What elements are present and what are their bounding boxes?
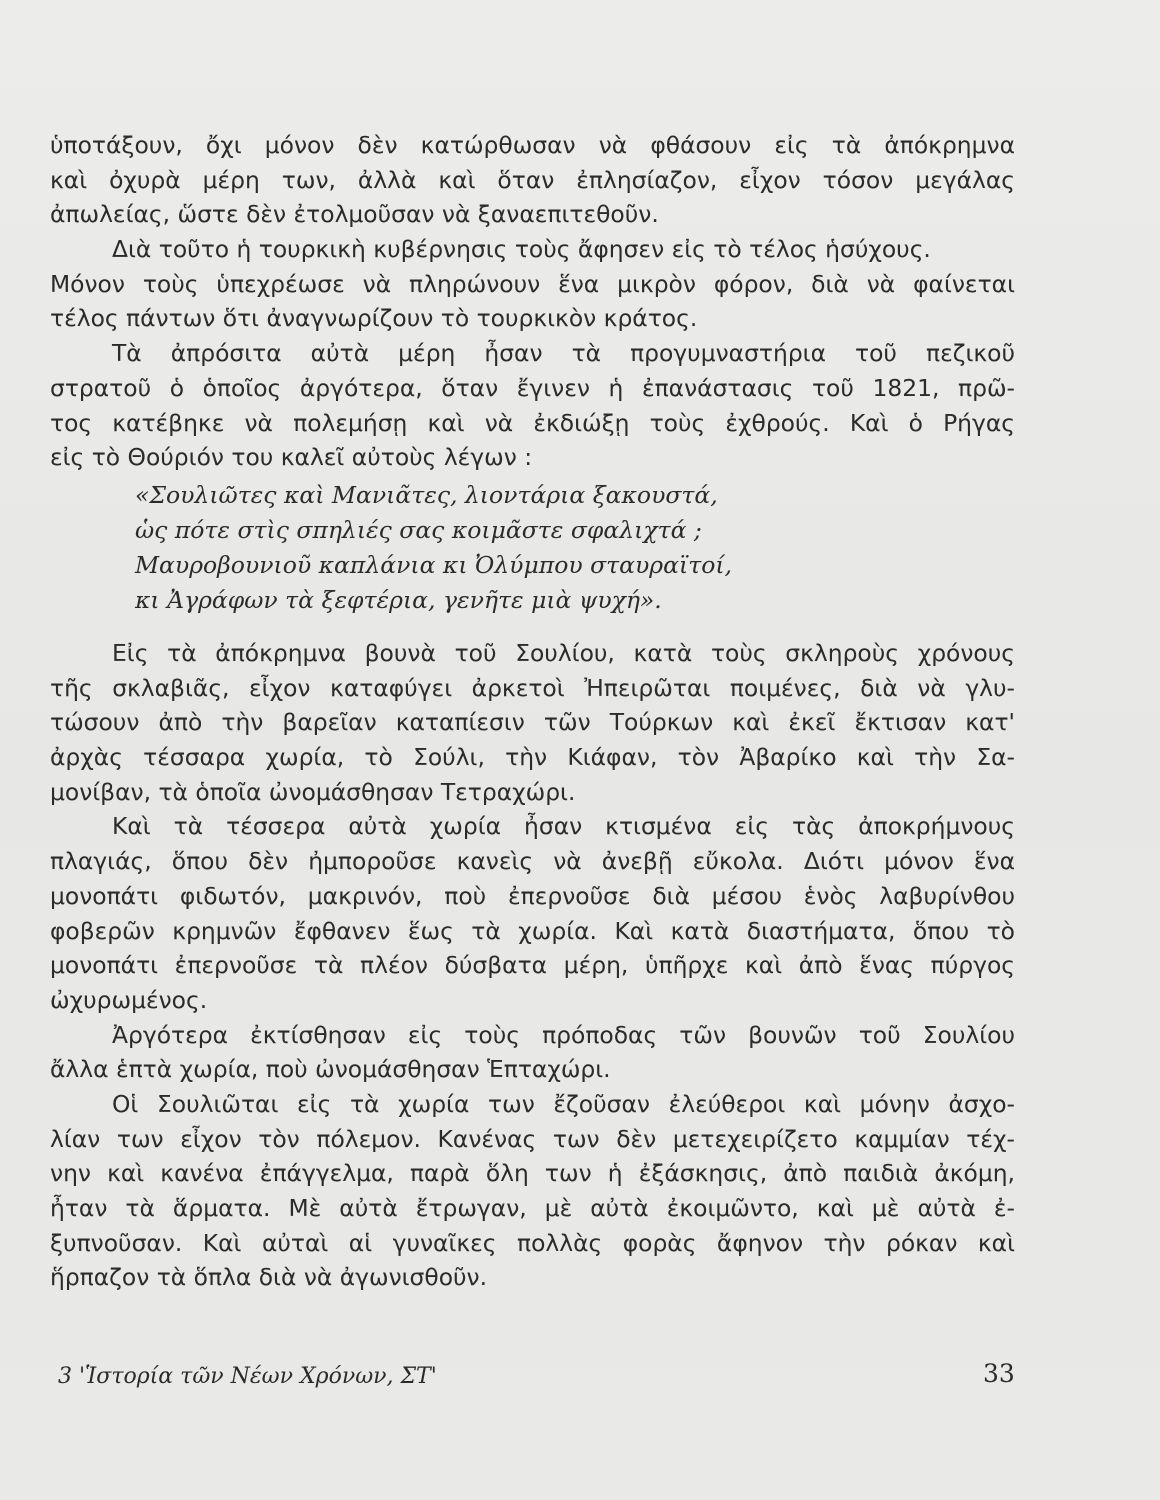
text-line: εἰς τὸ Θούριόν του καλεῖ αὐτοὺς λέγων : xyxy=(50,443,533,472)
text-line: μονίβαν, τὰ ὁποῖα ὠνομάσθησαν Τετραχώρι. xyxy=(50,777,576,806)
text-line: ἀρχὰς τέσσαρα χωρία, τὸ Σούλι, τὴν Κιάφαν, τὸν Ἀβαρίκο καὶ τὴν Σα- xyxy=(50,743,1015,772)
poem-line: ὡς πότε στὶς σπηλιές σας κοιμᾶστε σφαλιχτά ; xyxy=(135,516,702,544)
text-line: Καὶ τὰ τέσσερα αὐτὰ χωρία ἦσαν κτισμένα εἰς τὰς ἀποκρήμνους xyxy=(112,812,1015,841)
text-line: Μόνον τοὺς ὑπεχρέωσε νὰ πληρώνουν ἕνα μικρὸν φόρον, διὰ νὰ φαίνεται xyxy=(50,269,1015,298)
text-line: τώσουν ἀπὸ τὴν βαρεῖαν καταπίεσιν τῶν Τούρκων καὶ ἐκεῖ ἔκτισαν κατ' xyxy=(50,708,1015,737)
text-line: λίαν των εἶχον τὸν πόλεμον. Κανένας των δὲν μετεχειρίζετο καμμίαν τέχ- xyxy=(50,1124,1015,1153)
text-line: ἥρπαζον τὰ ὅπλα διὰ νὰ ἀγωνισθοῦν. xyxy=(50,1263,488,1292)
text-block-bottom xyxy=(50,636,1015,1295)
text-line: μονοπάτι ἐπερνοῦσε τὰ πλέον δύσβατα μέρη, ὑπῆρχε καὶ ἀπὸ ἕνας πύργος xyxy=(50,951,1015,980)
text-block-top xyxy=(50,128,1015,475)
text-line: Οἱ Σουλιῶται εἰς τὰ χωρία των ἔζοῦσαν ἐλεύθεροι καὶ μόνην ἀσχο- xyxy=(112,1089,1015,1118)
text-line: τέλος πάντων ὅτι ἀναγνωρίζουν τὸ τουρκικὸν κράτος. xyxy=(50,304,698,333)
text-line: Διὰ τοῦτο ἡ τουρκικὴ κυβέρνησις τοὺς ἄφησεν εἰς τὸ τέλος ἡσύχους. xyxy=(112,235,931,264)
text-line: μονοπάτι φιδωτόν, μακρινόν, ποὺ ἐπερνοῦσε διὰ μέσου ἑνὸς λαβυρίνθου xyxy=(50,881,1015,910)
text-line: Εἰς τὰ ἀπόκρημνα βουνὰ τοῦ Σουλίου, κατὰ τοὺς σκληροὺς χρόνους xyxy=(112,639,1015,667)
poem-line: κι Ἀγράφων τὰ ξεφτέρια, γενῆτε μιὰ ψυχή». xyxy=(135,586,662,614)
text-line: Ἀργότερα ἐκτίσθησαν εἰς τοὺς πρόποδας τῶν βουνῶν τοῦ Σουλίου xyxy=(112,1020,1015,1049)
text-line: ἀπωλείας, ὥστε δὲν ἐτολμοῦσαν νὰ ξαναεπιτεθοῦν. xyxy=(50,200,659,229)
text-line: ὑποτάξουν, ὄχι μόνον δὲν κατώρθωσαν νὰ φθάσουν εἰς τὰ ἀπόκρημνα xyxy=(50,131,1015,159)
page-number: 33 xyxy=(983,1359,1015,1388)
text-line: πλαγιάς, ὅπου δὲν ἠμποροῦσε κανεὶς νὰ ἀνεβῇ εὔκολα. Διότι μόνον ἕνα xyxy=(50,847,1015,876)
poem-line: Μαυροβουνιοῦ καπλάνια κι Ὀλύμπου σταυραϊτοί, xyxy=(135,551,733,579)
text-line: στρατοῦ ὁ ὁποῖος ἀργότερα, ὅταν ἔγινεν ἡ ἐπανάστασις τοῦ 1821, πρῶ- xyxy=(50,373,1015,402)
poem-quote xyxy=(135,478,835,618)
text-line: τῆς σκλαβιᾶς, εἶχον καταφύγει ἀρκετοὶ Ἠπειρῶται ποιμένες, διὰ νὰ γλυ- xyxy=(50,673,1015,702)
text-line: Τὰ ἀπρόσιτα αὐτὰ μέρη ἦσαν τὰ προγυμναστήρια τοῦ πεζικοῦ xyxy=(112,339,1015,368)
text-line: φοβερῶν κρημνῶν ἔφθανεν ἕως τὰ χωρία. Καὶ κατὰ διαστήματα, ὅπου τὸ xyxy=(50,916,1015,945)
text-line: νην καὶ κανένα ἐπάγγελμα, παρὰ ὅλη των ἡ ἐξάσκησις, ἀπὸ παιδιὰ ἀκόμη, xyxy=(50,1159,1015,1188)
text-line: ἦταν τὰ ἅρματα. Μὲ αὐτὰ ἔτρωγαν, μὲ αὐτὰ ἐκοιμῶντο, καὶ μὲ αὐτὰ ἐ- xyxy=(50,1194,1015,1222)
text-line: ὠχυρωμένος. xyxy=(50,985,208,1014)
text-line: ἄλλα ἑπτὰ χωρία, ποὺ ὠνομάσθησαν Ἑπταχώρι. xyxy=(50,1055,611,1084)
text-line: ξυπνοῦσαν. Καὶ αὐταὶ αἱ γυναῖκες πολλὰς φορὰς ἄφηνον τὴν ρόκαν καὶ xyxy=(50,1228,1015,1257)
text-line: τος κατέβηκε νὰ πολεμήσῃ καὶ νὰ ἐκδιώξῃ τοὺς ἐχθρούς. Καὶ ὁ Ρήγας xyxy=(50,408,1015,437)
footer-signature: 3 'Ἱστορία τῶν Νέων Χρόνων, ΣΤ' xyxy=(58,1364,437,1389)
text-line: καὶ ὀχυρὰ μέρη των, ἀλλὰ καὶ ὅταν ἐπλησίαζον, εἶχον τόσον μεγάλας xyxy=(50,165,1015,194)
poem-line: «Σουλιῶτες καὶ Μανιᾶτες, λιοντάρια ξακουστά, xyxy=(135,481,718,509)
